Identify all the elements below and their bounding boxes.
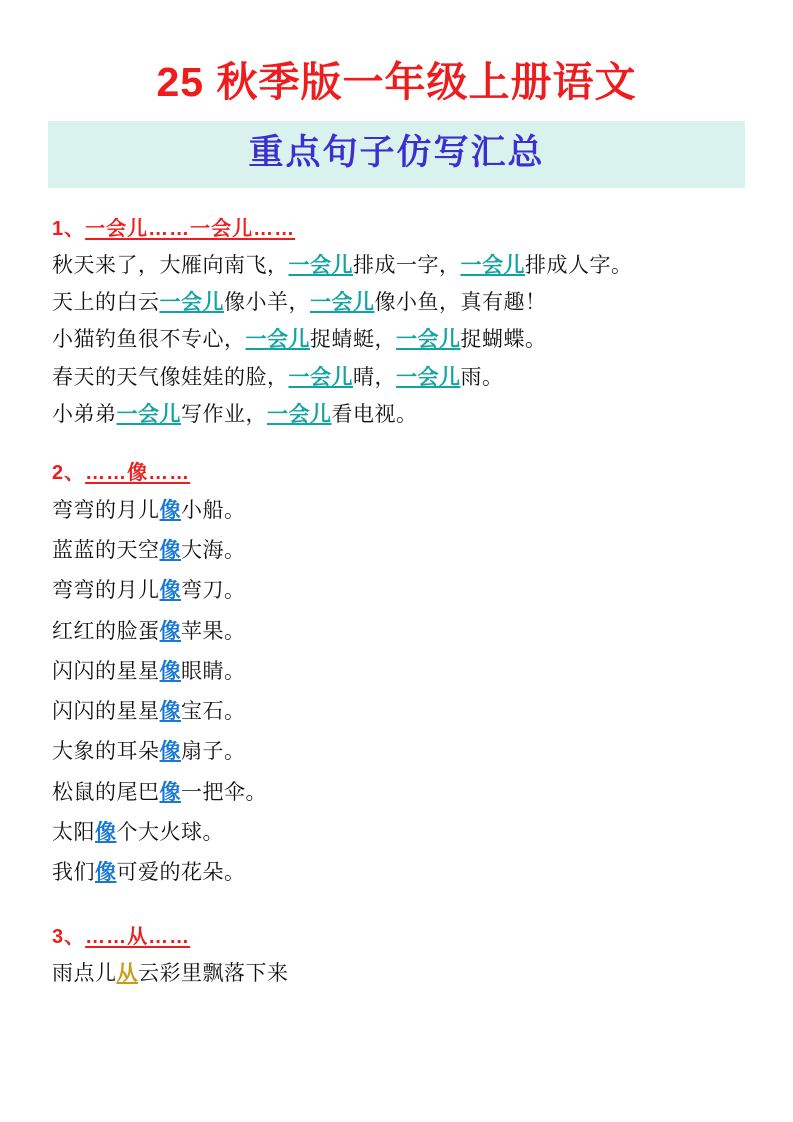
sentence-text: 写作业， [181,403,267,427]
keyword: 一会儿 [310,291,375,315]
example-sentence [52,491,741,531]
sentence-text: 秋天来了，大雁向南飞， [52,253,289,277]
example-sentence [52,652,741,692]
sentence-text: 太阳 [52,821,95,845]
sentence-text: 春天的天气像娃娃的脸， [52,365,289,389]
sentence-text: 个大火球。 [116,821,224,845]
sentence-text: 大海。 [181,538,246,562]
sentence-text: 宝石。 [181,700,246,724]
example-sentence [52,612,741,652]
keyword: 像 [159,700,181,724]
keyword: 一会儿 [116,403,181,427]
keyword: 一会儿 [245,328,310,352]
example-sentence [52,321,741,358]
section-pattern: ……从…… [85,925,191,948]
sentence-text: 松鼠的尾巴 [52,780,160,804]
example-sentence [52,773,741,813]
keyword: 像 [95,821,117,845]
keyword: 像 [159,619,181,643]
sentence-text: 弯弯的月儿 [52,579,160,603]
sentence-text: 可爱的花朵。 [116,861,246,885]
sentence-text: 像小羊， [224,291,310,315]
sentence-text: 晴， [353,365,396,389]
keyword: 像 [159,780,181,804]
keyword: 像 [159,740,181,764]
keyword: 一会儿 [288,253,353,277]
keyword: 一会儿 [396,328,461,352]
keyword: 一会儿 [396,365,461,389]
sentence-text: 小猫钓鱼很不专心， [52,328,246,352]
sentence-text: 排成人字。 [525,253,633,277]
keyword: 像 [159,538,181,562]
example-sentence [52,692,741,732]
sentence-text: 我们 [52,861,95,885]
section-pattern: ……像…… [85,461,191,484]
section-number: 2、 [52,461,86,484]
sentence-text: 弯弯的月儿 [52,498,160,522]
sentence-text: 捉蜻蜓， [310,328,396,352]
section-number: 1、 [52,217,86,240]
keyword: 从 [116,961,138,985]
sentence-text: 看电视。 [331,403,418,427]
example-sentence [52,284,741,321]
section [52,456,741,894]
sentence-text: 大象的耳朵 [52,740,160,764]
sentence-text: 闪闪的星星 [52,659,160,683]
section-number: 3、 [52,925,86,948]
keyword: 像 [95,861,117,885]
sentence-text: 雨。 [460,365,504,389]
keyword: 像 [159,579,181,603]
section-heading [52,456,741,485]
keyword: 像 [159,659,181,683]
example-sentence [52,531,741,571]
content-body [52,212,741,992]
section-heading [52,212,741,241]
section [52,212,741,434]
sentence-text: 苹果。 [181,619,246,643]
example-sentence [52,359,741,396]
example-sentence [52,853,741,893]
example-sentence [52,813,741,853]
sentence-text: 捉蝴蝶。 [460,328,547,352]
keyword: 一会儿 [267,403,332,427]
sentence-text: 排成一字， [353,253,461,277]
example-sentence [52,955,741,992]
sentence-text: 天上的白云 [52,291,160,315]
example-sentence [52,396,741,433]
keyword: 像 [159,498,181,522]
example-sentence [52,732,741,772]
example-sentence [52,571,741,611]
page-title: 25 秋季版一年级上册语文 [156,59,637,105]
sentence-text: 扇子。 [181,740,246,764]
sentence-text: 雨点儿 [52,961,117,985]
example-sentence [52,247,741,284]
sentence-text: 弯刀。 [181,579,246,603]
sentence-text: 小船。 [181,498,246,522]
subtitle-banner [48,121,745,188]
sentence-text: 蓝蓝的天空 [52,538,160,562]
section [52,920,741,992]
section-pattern: 一会儿……一会儿…… [85,217,296,240]
keyword: 一会儿 [288,365,353,389]
sentence-text: 红红的脸蛋 [52,619,160,643]
sentence-text: 像小鱼，真有趣！ [374,291,547,315]
sentence-text: 闪闪的星星 [52,700,160,724]
section-heading [52,920,741,949]
sentence-text: 云彩里飘落下来 [138,961,289,985]
keyword: 一会儿 [460,253,525,277]
sentence-text: 一把伞。 [181,780,267,804]
sentence-text: 眼睛。 [181,659,246,683]
page-subtitle: 重点句子仿写汇总 [248,133,545,173]
keyword: 一会儿 [159,291,224,315]
sentence-text: 小弟弟 [52,403,117,427]
